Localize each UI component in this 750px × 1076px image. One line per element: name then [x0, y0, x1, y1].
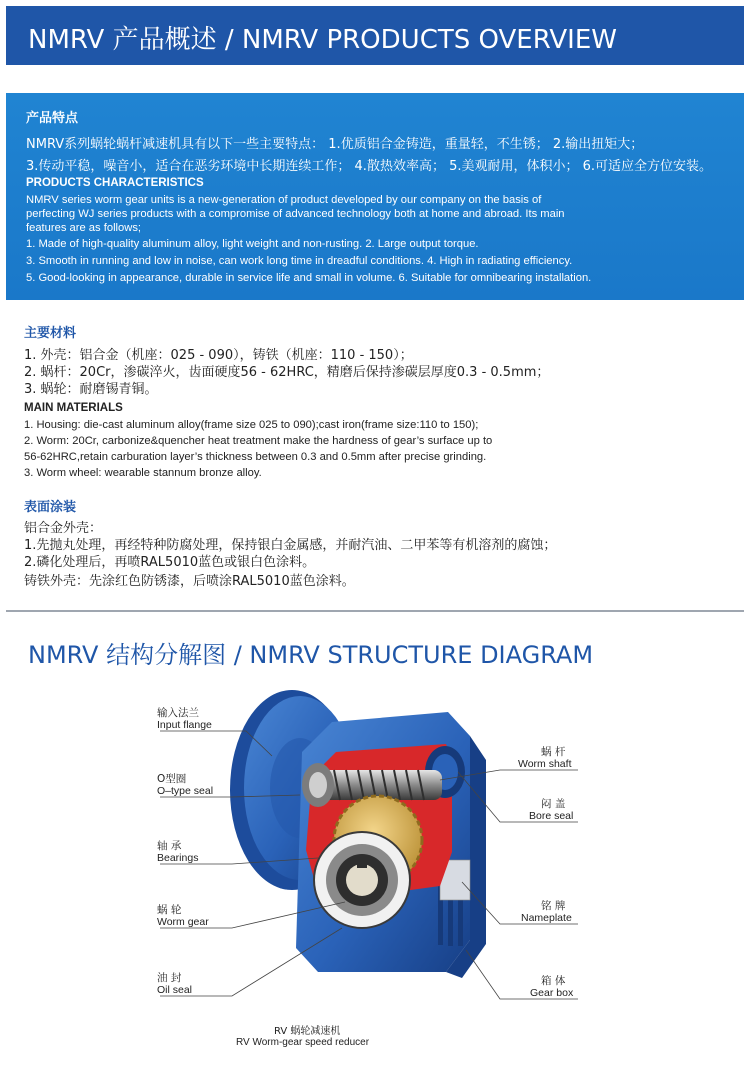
label-input-flange-cn: 输入法兰 — [157, 707, 199, 719]
materials-en-line: 56-62HRC,retain carburation layer’s thickness between 0.3 and 0.5mm after precise grinding. — [24, 451, 487, 463]
diagram-caption-cn: RV 蜗轮减速机 — [274, 1026, 341, 1037]
diagram-caption-en: RV Worm-gear speed reducer — [236, 1037, 370, 1048]
label-nameplate-en: Nameplate — [521, 912, 572, 924]
materials-en-line: 2. Worm: 20Cr, carbonize&quencher heat treatment make the hardness of gear’s surface up to — [24, 435, 493, 447]
characteristics-en-line: perfecting WJ series products with a compromise of advanced technology both at home and abroad. Its main — [26, 208, 565, 220]
materials-en-line: 3. Worm wheel: wearable stannum bronze alloy. — [24, 467, 262, 479]
materials-en-line: 1. Housing: die-cast aluminum alloy(frame size 025 to 090);cast iron(frame size:110 to 150); — [24, 419, 479, 431]
characteristics-en-heading: PRODUCTS CHARACTERISTICS — [26, 177, 204, 189]
label-worm-shaft-cn: 蜗 杆 — [541, 746, 566, 758]
label-gear-box-cn: 箱 体 — [541, 975, 566, 987]
characteristics-en-line: 5. Good-looking in appearance, durable in service life and small in volume. 6. Suitable for omnibearing installation. — [26, 272, 592, 284]
coating-cn-heading: 表面涂装 — [24, 500, 77, 515]
characteristics-en-line: NMRV series worm gear units is a new-generation of product developed by our company on the basis of — [26, 194, 542, 206]
coating-cn-line: 铝合金外壳： — [24, 521, 103, 536]
coating-cn-line: 2.磷化处理后，再喷RAL5010蓝色或银白色涂料。 — [24, 555, 316, 570]
page-title: NMRV 产品概述 / NMRV PRODUCTS OVERVIEW — [28, 25, 617, 55]
label-bore-seal-cn: 闷 盖 — [541, 798, 566, 810]
characteristics-cn-heading: 产品特点 — [26, 111, 79, 126]
label-bearings-en: Bearings — [157, 852, 199, 864]
label-nameplate-cn: 铭 牌 — [541, 900, 566, 912]
materials-cn-line: 1. 外壳：铝合金（机座：025 - 090），铸铁（机座：110 - 150）； — [24, 348, 413, 363]
label-worm-shaft-en: Worm shaft — [518, 758, 572, 770]
diagram-title: NMRV 结构分解图 / NMRV STRUCTURE DIAGRAM — [28, 641, 594, 669]
section-divider — [6, 610, 744, 612]
reducer-exploded-illustration — [0, 680, 750, 1010]
materials-cn-line: 2. 蜗杆：20Cr，渗碳淬火，齿面硬度56 - 62HRC，精磨后保持渗碳层厚度0.3 - 0.5mm； — [24, 365, 550, 380]
label-o-type-seal-cn: O型圈 — [157, 773, 187, 785]
coating-cn-line: 1.先抛丸处理，再经特种防腐处理，保持银白金属感，并耐汽油、二甲苯等有机溶剂的腐蚀； — [24, 538, 557, 553]
materials-cn-line: 3. 蜗轮：耐磨锡青铜。 — [24, 382, 158, 397]
characteristics-panel — [6, 93, 744, 300]
label-bore-seal-en: Bore seal — [529, 810, 574, 822]
characteristics-cn-line: 3.传动平稳，噪音小，适合在恶劣环境中长期连续工作； 4.散热效率高； 5.美观耐用，体积小； 6.可适应全方位安装。 — [26, 159, 713, 174]
characteristics-cn-line: NMRV系列蜗轮蜗杆减速机具有以下一些主要特点： 1.优质铝合金铸造，重量轻，不生锈； 2.输出扭矩大； — [26, 137, 644, 152]
characteristics-en-line: features are as follows; — [26, 222, 142, 234]
label-oil-seal-en: Oil seal — [157, 984, 193, 996]
characteristics-en-line: 3. Smooth in running and low in noise, can work long time in dreadful conditions. 4. High in radiating efficiency. — [26, 255, 573, 267]
label-worm-gear-cn: 蜗 轮 — [157, 904, 182, 916]
label-o-type-seal-en: O–type seal — [157, 785, 214, 797]
label-input-flange-en: Input flange — [157, 719, 212, 731]
label-oil-seal-cn: 油 封 — [157, 972, 182, 984]
label-worm-gear-en: Worm gear — [157, 916, 209, 928]
materials-en-heading: MAIN MATERIALS — [24, 402, 123, 414]
gearbox-housing-part — [296, 712, 486, 978]
materials-cn-heading: 主要材料 — [24, 326, 77, 341]
label-gear-box-en: Gear box — [530, 987, 574, 999]
coating-cn-line: 铸铁外壳：先涂红色防锈漆，后喷涂RAL5010蓝色涂料。 — [24, 574, 355, 589]
characteristics-en-line: 1. Made of high-quality aluminum alloy, light weight and non-rusting. 2. Large output torque. — [26, 238, 479, 250]
label-bearings-cn: 轴 承 — [157, 840, 182, 852]
page-header — [6, 6, 744, 65]
